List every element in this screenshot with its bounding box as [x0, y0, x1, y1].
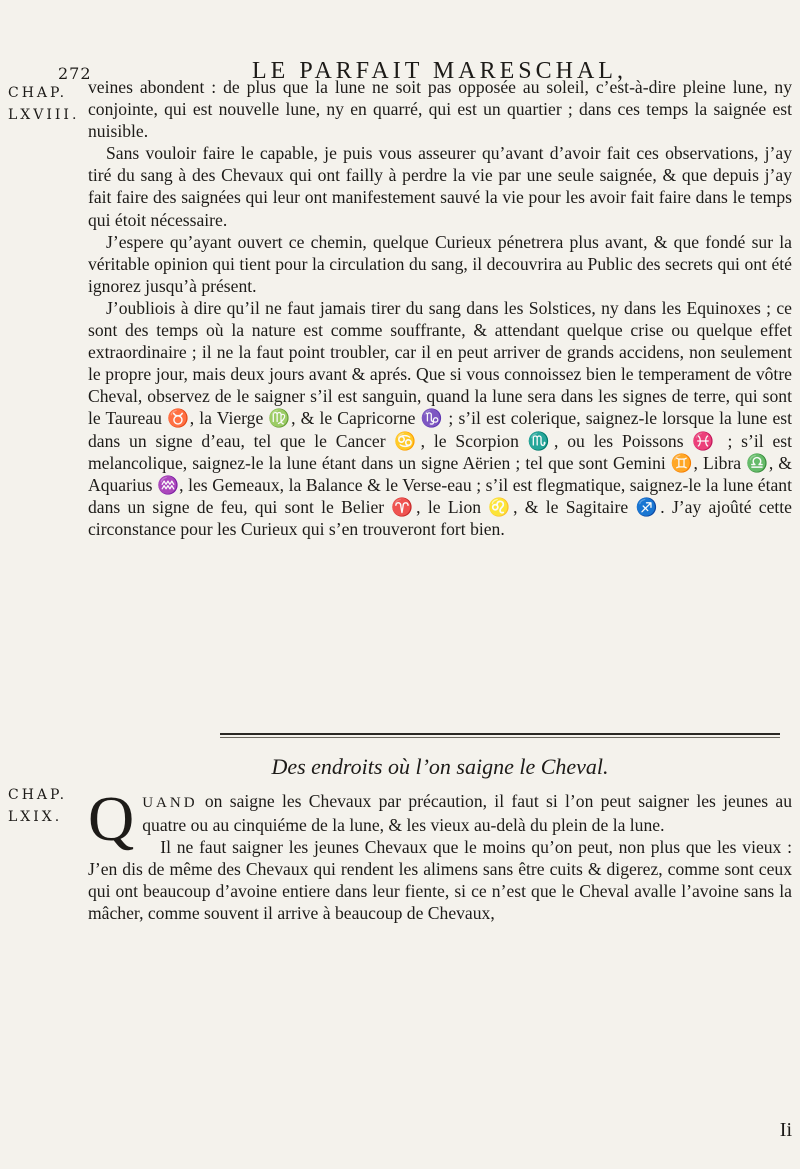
opening-paragraph [88, 783, 792, 854]
paragraph: Sans vouloir faire le capable, je puis vous asseurer qu’avant d’avoir fait ces observations, j’ay tiré du sang à des Chevaux qui ont failly à perdre la vie par une seule saignée, & que depuis j’ay fait faire des saignées qui leur ont manifestement sauvé la vie pour les avoir fait faire dans le temps qui étoit nécessaire. [88, 143, 792, 230]
page-number: 272 [58, 64, 92, 83]
margin-note-line: LXIX. [8, 809, 63, 825]
margin-note-line: CHAP. [8, 787, 68, 803]
paragraph: Il ne faut saigner les jeunes Chevaux que le moins qu’on peut, non plus que les vieux : J’en dis de même des Chevaux qui rendent les alimens sans être cuits & digerez, comme sont ceux qui ont beaucoup d’avoine entiere dans leur fiente, si ce n’est que le Cheval avalle l’avoine sans la mâcher, comme souvent il arrive à beaucoup de Chevaux, [88, 837, 792, 924]
paragraph: J’oubliois à dire qu’il ne faut jamais tirer du sang dans les Solstices, ny dans les Equinoxes ; ce sont des temps où la nature est comme souffrante, & attendant quelque crise ou quelque effet extraordinaire ; il ne la faut point troubler, car il en peut arriver de grands accidens, non seulement le propre jour, mais deux jours avant & aprés. Que si vous connoissez bien le temperament de vôtre Cheval, observez de le saigner s’il est sanguin, quand la lune sera dans les signes de terre, qui sont le Taureau ♉, la Vierge ♍, & le Capricorne ♑ ; s’il est colerique, saignez-le lorsque la lune est dans un signe d’eau, tel que le Cancer ♋, le Scorpion ♏, ou les Poissons ♓ ; s’il est melancolique, saignez-le la lune étant dans un signe Aërien ; tel que sont Gemini ♊, Libra ♎, & Aquarius ♒, les Gemeaux, la Balance & le Verse-eau ; s’il est flegmatique, saignez-le la lune étant dans un signe de feu, qui sont le Belier ♈, le Lion ♌, & le Sagitaire ♐. J’ay ajoûté cette circonstance pour les Curieux qui s’en trouveront fort bien. [88, 297, 792, 539]
paragraph: veines abondent : de plus que la lune ne soit pas opposée au soleil, c’est-à-dire pleine lune, ny conjointe, qui est nouvelle lune, ny en quarré, qui est un quartier ; dans ces temps la saignée est nuisible. [88, 77, 792, 142]
signature-mark: Ii [779, 1119, 792, 1141]
drop-cap: Q [88, 783, 135, 854]
section-divider-thin [220, 737, 780, 738]
margin-note-line: CHAP. [8, 85, 68, 101]
section-title: Des endroits où l’on saigne le Cheval. [271, 754, 609, 779]
opening-text: on saigne les Chevaux par précaution, il faut si l’on peut saigner les jeunes au quatre ou au cinquiéme de la lune, & les vieux au-delà du plein de la lune. [142, 791, 792, 836]
margin-note-line: LXVIII. [8, 107, 80, 123]
paragraph: J’espere qu’ayant ouvert ce chemin, quelque Curieux pénetrera plus avant, & que fondé sur la véritable opinion qui tient pour la circulation du sang, il decouvrira au Public des secrets qui ont été ignorez jusqu’à présent. [88, 231, 792, 296]
text-block-top [88, 76, 792, 540]
margin-note-chapter-68 [8, 82, 79, 126]
margin-note-chapter-69 [8, 784, 67, 828]
text-block-section [88, 783, 792, 925]
running-title: LE PARFAIT MARESCHAL, [252, 58, 627, 84]
section-divider [220, 733, 780, 735]
opening-smallcaps: UAND [142, 795, 198, 811]
